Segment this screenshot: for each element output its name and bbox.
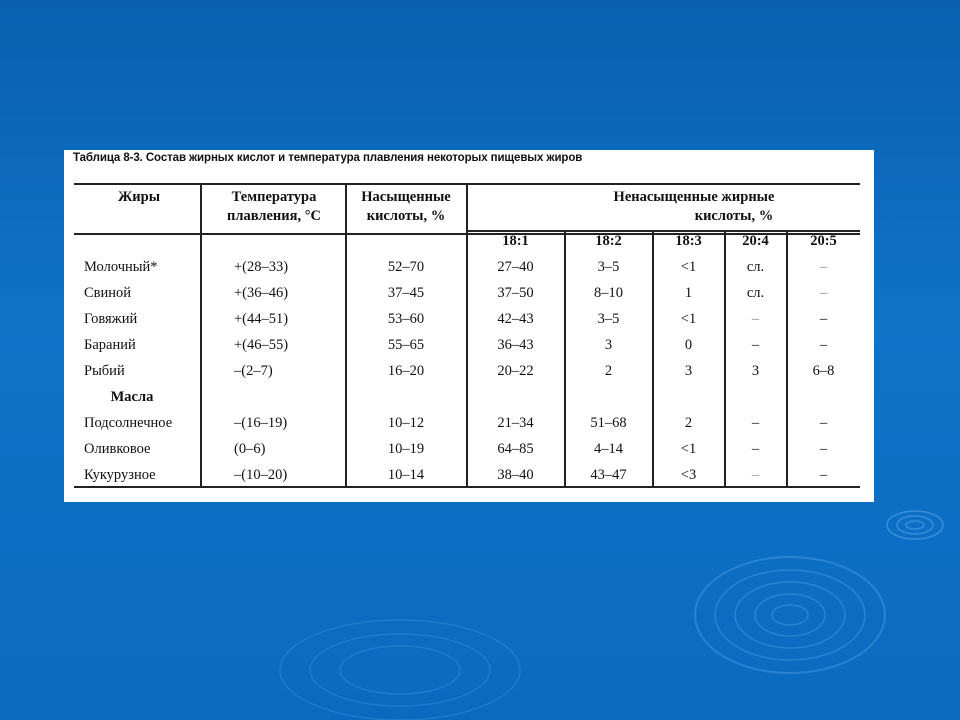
row-18-2: 8–10 [594,285,623,301]
row-18-1: 37–50 [497,285,534,301]
row-18-2: 3–5 [597,259,620,275]
header-unsaturated-1: Ненасыщенные жирные [613,189,775,205]
header-melting-1: Температура [231,189,317,205]
row-18-3: <1 [680,441,697,457]
row-melting: –(10–20) [234,467,288,483]
header-saturated-2: кислоты, % [366,208,446,224]
row-name: Свиной [84,285,132,301]
row-saturated: 10–19 [387,441,425,457]
row-20-5: – [819,441,828,457]
row-18-2: 3 [604,337,613,353]
row-18-2: 43–47 [590,467,627,483]
header-fats: Жиры [117,189,161,205]
header-unsaturated-2: кислоты, % [694,208,774,224]
row-melting: –(16–19) [234,415,288,431]
row-18-2: 2 [604,363,613,379]
row-20-4: – [751,337,760,353]
row-20-5: – [819,311,828,327]
row-20-4: сл. [746,259,765,275]
row-melting: +(28–33) [234,259,289,275]
row-name: Молочный* [84,259,158,275]
row-saturated: 10–14 [387,467,425,483]
row-saturated: 52–70 [387,259,425,275]
subheader-20-4: 20:4 [742,233,769,249]
row-20-5: 6–8 [812,363,835,379]
header-saturated-1: Насыщенные [361,189,451,205]
row-name: Рыбий [84,363,125,379]
row-18-3: 2 [684,415,693,431]
row-melting: –(2–7) [234,363,273,379]
row-18-1: 36–43 [497,337,534,353]
row-18-3: <1 [680,311,697,327]
row-18-3: 3 [684,363,693,379]
row-name: Подсолнечное [84,415,173,431]
row-20-5: – [819,259,828,275]
row-20-5: – [819,415,828,431]
row-20-5: – [819,467,828,483]
row-20-5: – [819,337,828,353]
row-saturated: 55–65 [387,337,425,353]
row-name: Кукурузное [84,467,156,483]
row-20-4: – [751,441,760,457]
table-caption: Таблица 8-3. Состав жирных кислот и температура плавления некоторых пищевых жиров [73,152,583,164]
row-name: Бараний [84,337,136,353]
row-melting: +(44–51) [234,311,289,327]
row-melting: +(46–55) [234,337,289,353]
col-divider-1 [200,184,202,487]
row-20-4: – [751,311,760,327]
subheader-18-3: 18:3 [675,233,702,249]
subheader-18-1: 18:1 [502,233,529,249]
row-melting: +(36–46) [234,285,289,301]
row-20-5: – [819,285,828,301]
row-18-3: <1 [680,259,697,275]
row-name: Говяжий [84,311,138,327]
row-name: Оливковое [84,441,151,457]
table-document [64,150,874,502]
row-18-1: 21–34 [497,415,534,431]
row-20-4: сл. [746,285,765,301]
row-20-4: – [751,415,760,431]
row-melting: (0–6) [234,441,266,457]
row-18-1: 64–85 [497,441,534,457]
subheader-20-5: 20:5 [810,233,837,249]
row-18-3: <3 [680,467,697,483]
row-18-1: 38–40 [497,467,534,483]
header-melting-2: плавления, °С [226,208,322,224]
row-saturated: 53–60 [387,311,425,327]
row-18-1: 42–43 [497,311,534,327]
row-20-4: 3 [751,363,760,379]
row-saturated: 37–45 [387,285,425,301]
row-18-3: 0 [684,337,693,353]
row-saturated: 16–20 [387,363,425,379]
row-18-1: 20–22 [497,363,534,379]
row-20-4: – [751,467,760,483]
row-18-2: 4–14 [594,441,623,457]
row-18-2: 3–5 [597,311,620,327]
subheader-18-2: 18:2 [595,233,622,249]
row-18-1: 27–40 [497,259,534,275]
row-saturated: 10–12 [387,415,425,431]
section-oils-label: Масла [110,389,154,405]
row-18-3: 1 [684,285,693,301]
row-18-2: 51–68 [590,415,627,431]
